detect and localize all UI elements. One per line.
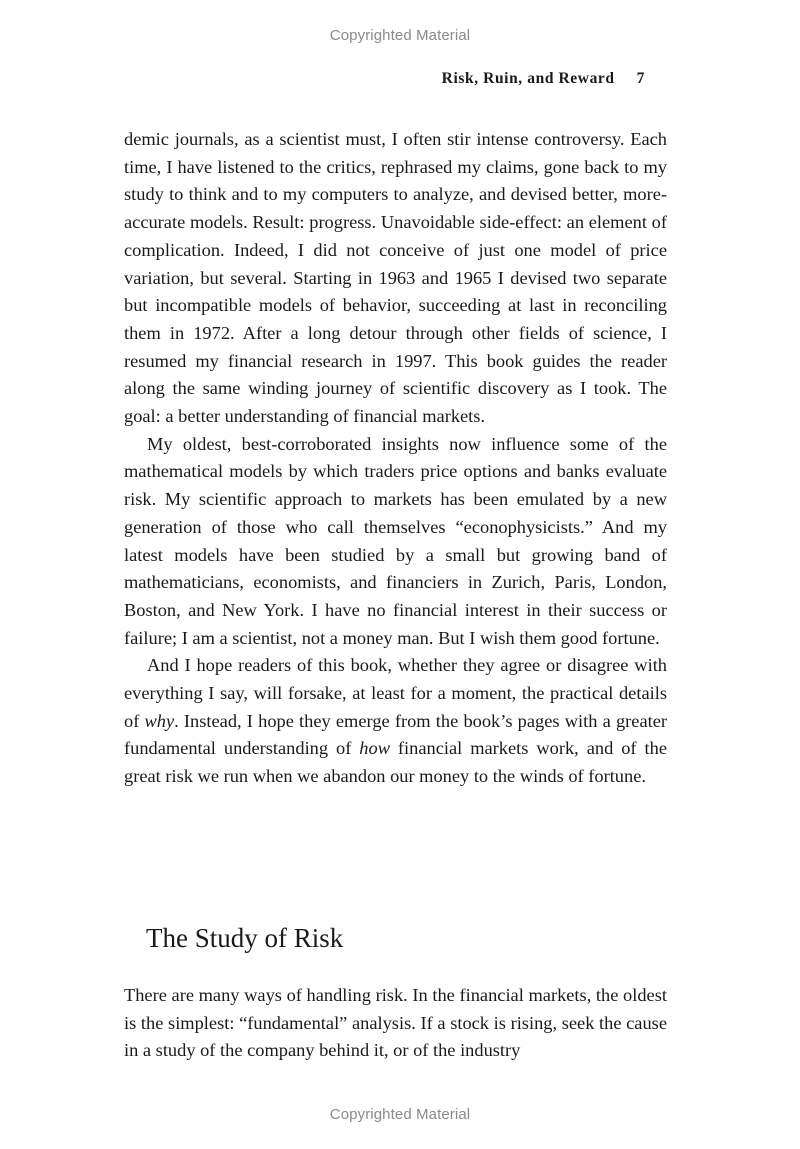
paragraph-4: There are many ways of handling risk. In the financial markets, the oldest is the simplest: “fundamental” analysis. If a stock is rising, seek the cause in a study of the company behind it, or of the industry	[124, 985, 667, 1061]
emphasis-why: why	[144, 710, 175, 731]
running-head-title: Risk, Ruin, and Reward	[441, 70, 615, 87]
section-heading: The Study of Risk	[146, 923, 344, 953]
emphasis-how: how	[359, 738, 390, 759]
paragraph-3-part-1: And I hope readers of this book, whether they agree or disagree with everything I say, will forsake, at least for a moment, the practical details of	[124, 655, 667, 731]
copyright-watermark-bottom: Copyrighted Material	[329, 1106, 471, 1123]
body-text-top	[124, 126, 667, 791]
paragraph-1: demic journals, as a scientist must, I often stir intense controversy. Each time, I have listened to the critics, rephrased my claims, gone back to my study to think and to my computers to analyze, and devised better, more-accurate models. Result: progress. Unavoidable side-effect: an element of complication. Indeed, I did not conceive of just one model of price variation, but several. Starting in 1963 and 1965 I devised two separate but incompatible models of behavior, succeeding at last in reconciling them in 1972. After a long detour through other fields of science, I resumed my financial research in 1997. This book guides the reader along the same winding journey of scientific discovery as I took. The goal: a better understanding of financial markets.	[124, 129, 667, 427]
body-text-bottom	[124, 982, 667, 1065]
running-head	[442, 70, 645, 88]
paragraph-3	[124, 652, 667, 791]
paragraph-3-part-3: financial markets work, and of the great risk we run when we abandon our money to the winds of fortune.	[124, 738, 667, 787]
copyright-watermark-top: Copyrighted Material	[329, 27, 471, 44]
paragraph-2: My oldest, best-corroborated insights now influence some of the mathematical models by which traders price options and banks evaluate risk. My scientific approach to markets has been emulated by a new generation of those who call themselves “econophysicists.” And my latest models have been studied by a small but growing band of mathematicians, economists, and financiers in Zurich, Paris, London, Boston, and New York. I have no financial interest in their success or failure; I am a scientist, not a money man. But I wish them good fortune.	[124, 433, 667, 648]
page-number: 7	[636, 70, 645, 87]
paragraph-3-part-2: . Instead, I hope they emerge from the book’s pages with a greater fundamental understanding of	[124, 710, 668, 759]
